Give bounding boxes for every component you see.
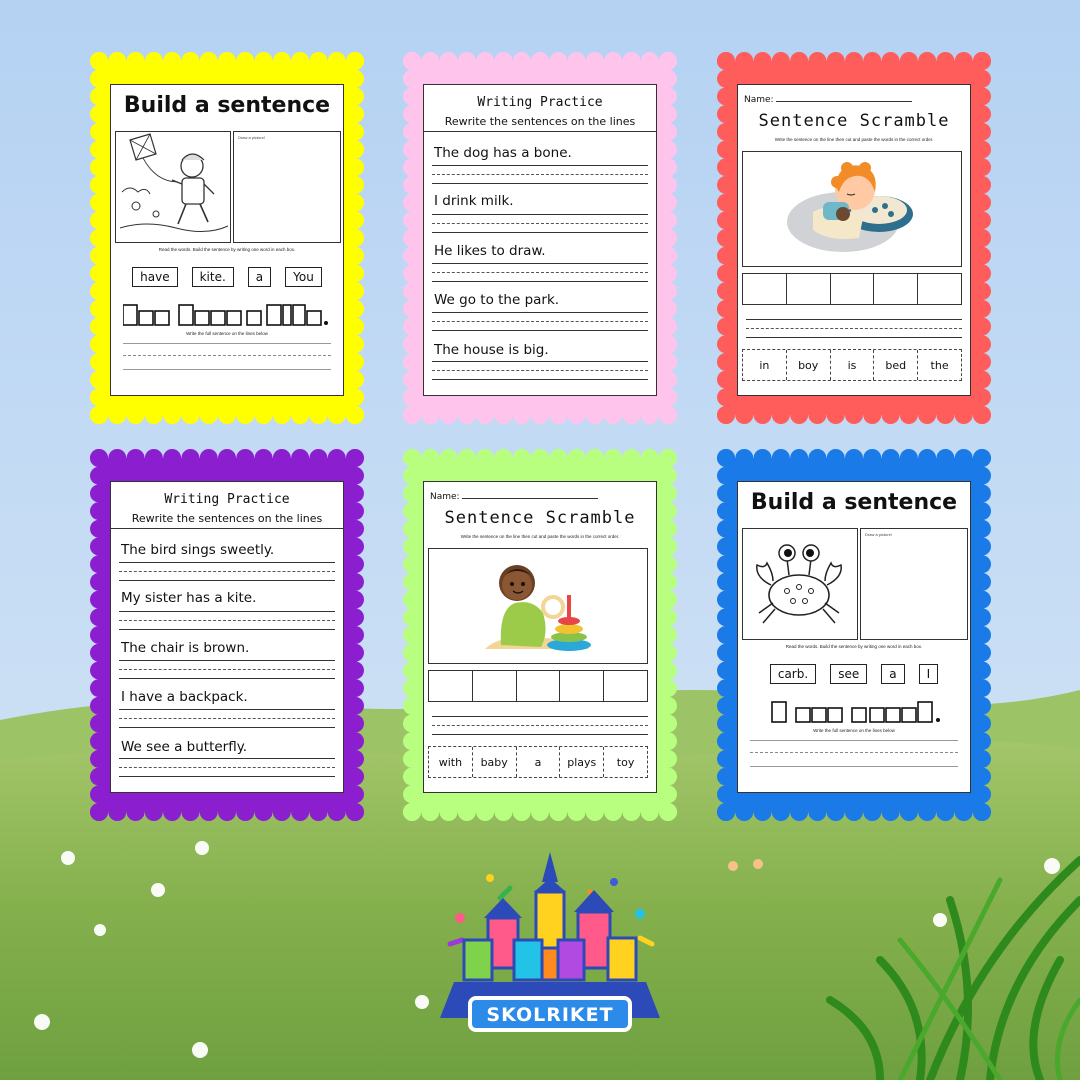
skolriket-logo[interactable] [430,848,670,1048]
writing-line [432,183,648,184]
cut-out-word[interactable]: with [429,747,473,777]
writing-line [432,312,648,313]
cut-out-word[interactable]: bed [874,350,918,380]
writing-line [119,562,335,563]
answer-boxes[interactable] [742,273,962,305]
worksheet-title: Writing Practice [164,492,290,507]
instruction-text: Write the sentence on the line then cut and paste the words in the correct order. [460,534,620,539]
name-label: Name: [744,95,774,105]
writing-line [123,343,331,344]
writing-line [432,330,648,331]
name-field[interactable] [744,95,912,105]
writing-line [119,611,335,612]
worksheet-title: Build a sentence [123,93,331,118]
writing-line [123,355,331,356]
writing-line [746,319,962,320]
writing-line [432,223,648,224]
writing-line [432,263,648,264]
writing-line [119,767,335,768]
writing-line [119,758,335,759]
writing-line [432,361,648,362]
cut-out-word[interactable]: in [743,350,787,380]
cut-out-word[interactable]: is [831,350,875,380]
word-tile: kite. [192,267,234,287]
writing-line [432,321,648,322]
writing-line [119,718,335,719]
writing-line [119,571,335,572]
writing-line [119,660,335,661]
writing-line [119,669,335,670]
draw-picture-label: Draw a picture! [238,135,265,140]
practice-sentence: We go to the park. [434,292,560,308]
letter-boxes [750,700,962,724]
cut-out-word[interactable]: baby [473,747,517,777]
instruction-text: Read the words. Build the sentence by writing one word in each box. [785,644,923,649]
boy-with-kite-illustration [115,131,231,243]
writing-line [432,379,648,380]
writing-line [746,328,962,329]
worksheet-subtitle: Rewrite the sentences on the lines [444,115,636,128]
cut-out-word[interactable]: plays [560,747,604,777]
writing-line [432,174,648,175]
name-field[interactable] [430,492,598,502]
worksheet-card-writing-practice-1[interactable] [403,52,677,424]
worksheet-card-sentence-scramble-2[interactable] [403,449,677,821]
word-tile: a [248,267,271,287]
crab-illustration [742,528,858,640]
cut-out-word[interactable]: boy [787,350,831,380]
practice-sentence: The bird sings sweetly. [121,542,275,558]
worksheet-card-build-sentence-1[interactable] [90,52,364,424]
practice-sentence: He likes to draw. [434,243,546,259]
practice-sentence: The chair is brown. [121,640,250,656]
cut-out-word-strip[interactable] [428,746,648,778]
writing-line [432,281,648,282]
writing-line [119,776,335,777]
writing-line [119,727,335,728]
writing-line [119,678,335,679]
worksheet-title: Build a sentence [750,490,958,515]
writing-line [123,369,331,370]
worksheet-title: Sentence Scramble [758,111,950,131]
worksheet-card-writing-practice-2[interactable] [90,449,364,821]
baby-with-stacking-toy-illustration [428,548,648,664]
writing-line [119,580,335,581]
writing-line [750,752,958,753]
worksheet-card-sentence-scramble-1[interactable] [717,52,991,424]
writing-line [432,272,648,273]
practice-sentence: We see a butterfly. [121,739,248,755]
letter-boxes [123,303,335,327]
practice-sentence: The house is big. [434,342,549,358]
word-tile: see [830,664,867,684]
answer-boxes[interactable] [428,670,648,702]
word-bank [111,267,343,287]
cut-out-word-strip[interactable] [742,349,962,381]
writing-line [746,337,962,338]
word-bank [738,664,970,684]
writing-line [119,709,335,710]
practice-sentence: I drink milk. [434,193,514,209]
worksheet-subtitle: Rewrite the sentences on the lines [131,512,323,525]
word-tile: have [132,267,177,287]
word-tile: a [881,664,904,684]
draw-picture-label: Draw a picture! [865,532,892,537]
worksheet-title: Writing Practice [477,95,603,110]
writing-line [119,629,335,630]
writing-line [432,725,648,726]
writing-line [432,716,648,717]
divider [111,528,343,529]
brand-name: SKOLRIKET [486,1004,614,1026]
practice-sentence: I have a backpack. [121,689,248,705]
writing-line [750,766,958,767]
cut-out-word[interactable]: the [930,358,949,372]
divider [424,131,656,132]
draw-picture-box[interactable] [233,131,341,243]
worksheet-card-build-sentence-2[interactable] [717,449,991,821]
name-label: Name: [430,492,460,502]
word-tile: carb. [770,664,816,684]
writing-line [432,232,648,233]
writing-line [432,734,648,735]
word-tile: I [919,664,939,684]
writing-line [750,740,958,741]
footer-instruction: Write the full sentence on the lines below [813,728,895,733]
instruction-text: Write the sentence on the line then cut and paste the words in the correct order. [774,137,934,142]
worksheet-title: Sentence Scramble [444,508,636,528]
writing-line [432,370,648,371]
instruction-text: Read the words. Build the sentence by writing one word in each box. [158,247,296,252]
writing-line [432,165,648,166]
practice-sentence: My sister has a kite. [121,590,257,606]
cut-out-word[interactable]: a [517,747,561,777]
sleeping-boy-illustration [742,151,962,267]
cut-out-word[interactable]: toy [616,755,635,769]
writing-line [119,620,335,621]
word-tile: You [285,267,322,287]
draw-picture-box[interactable] [860,528,968,640]
writing-line [432,214,648,215]
footer-instruction: Write the full sentence on the lines below [186,331,268,336]
practice-sentence: The dog has a bone. [434,145,572,161]
